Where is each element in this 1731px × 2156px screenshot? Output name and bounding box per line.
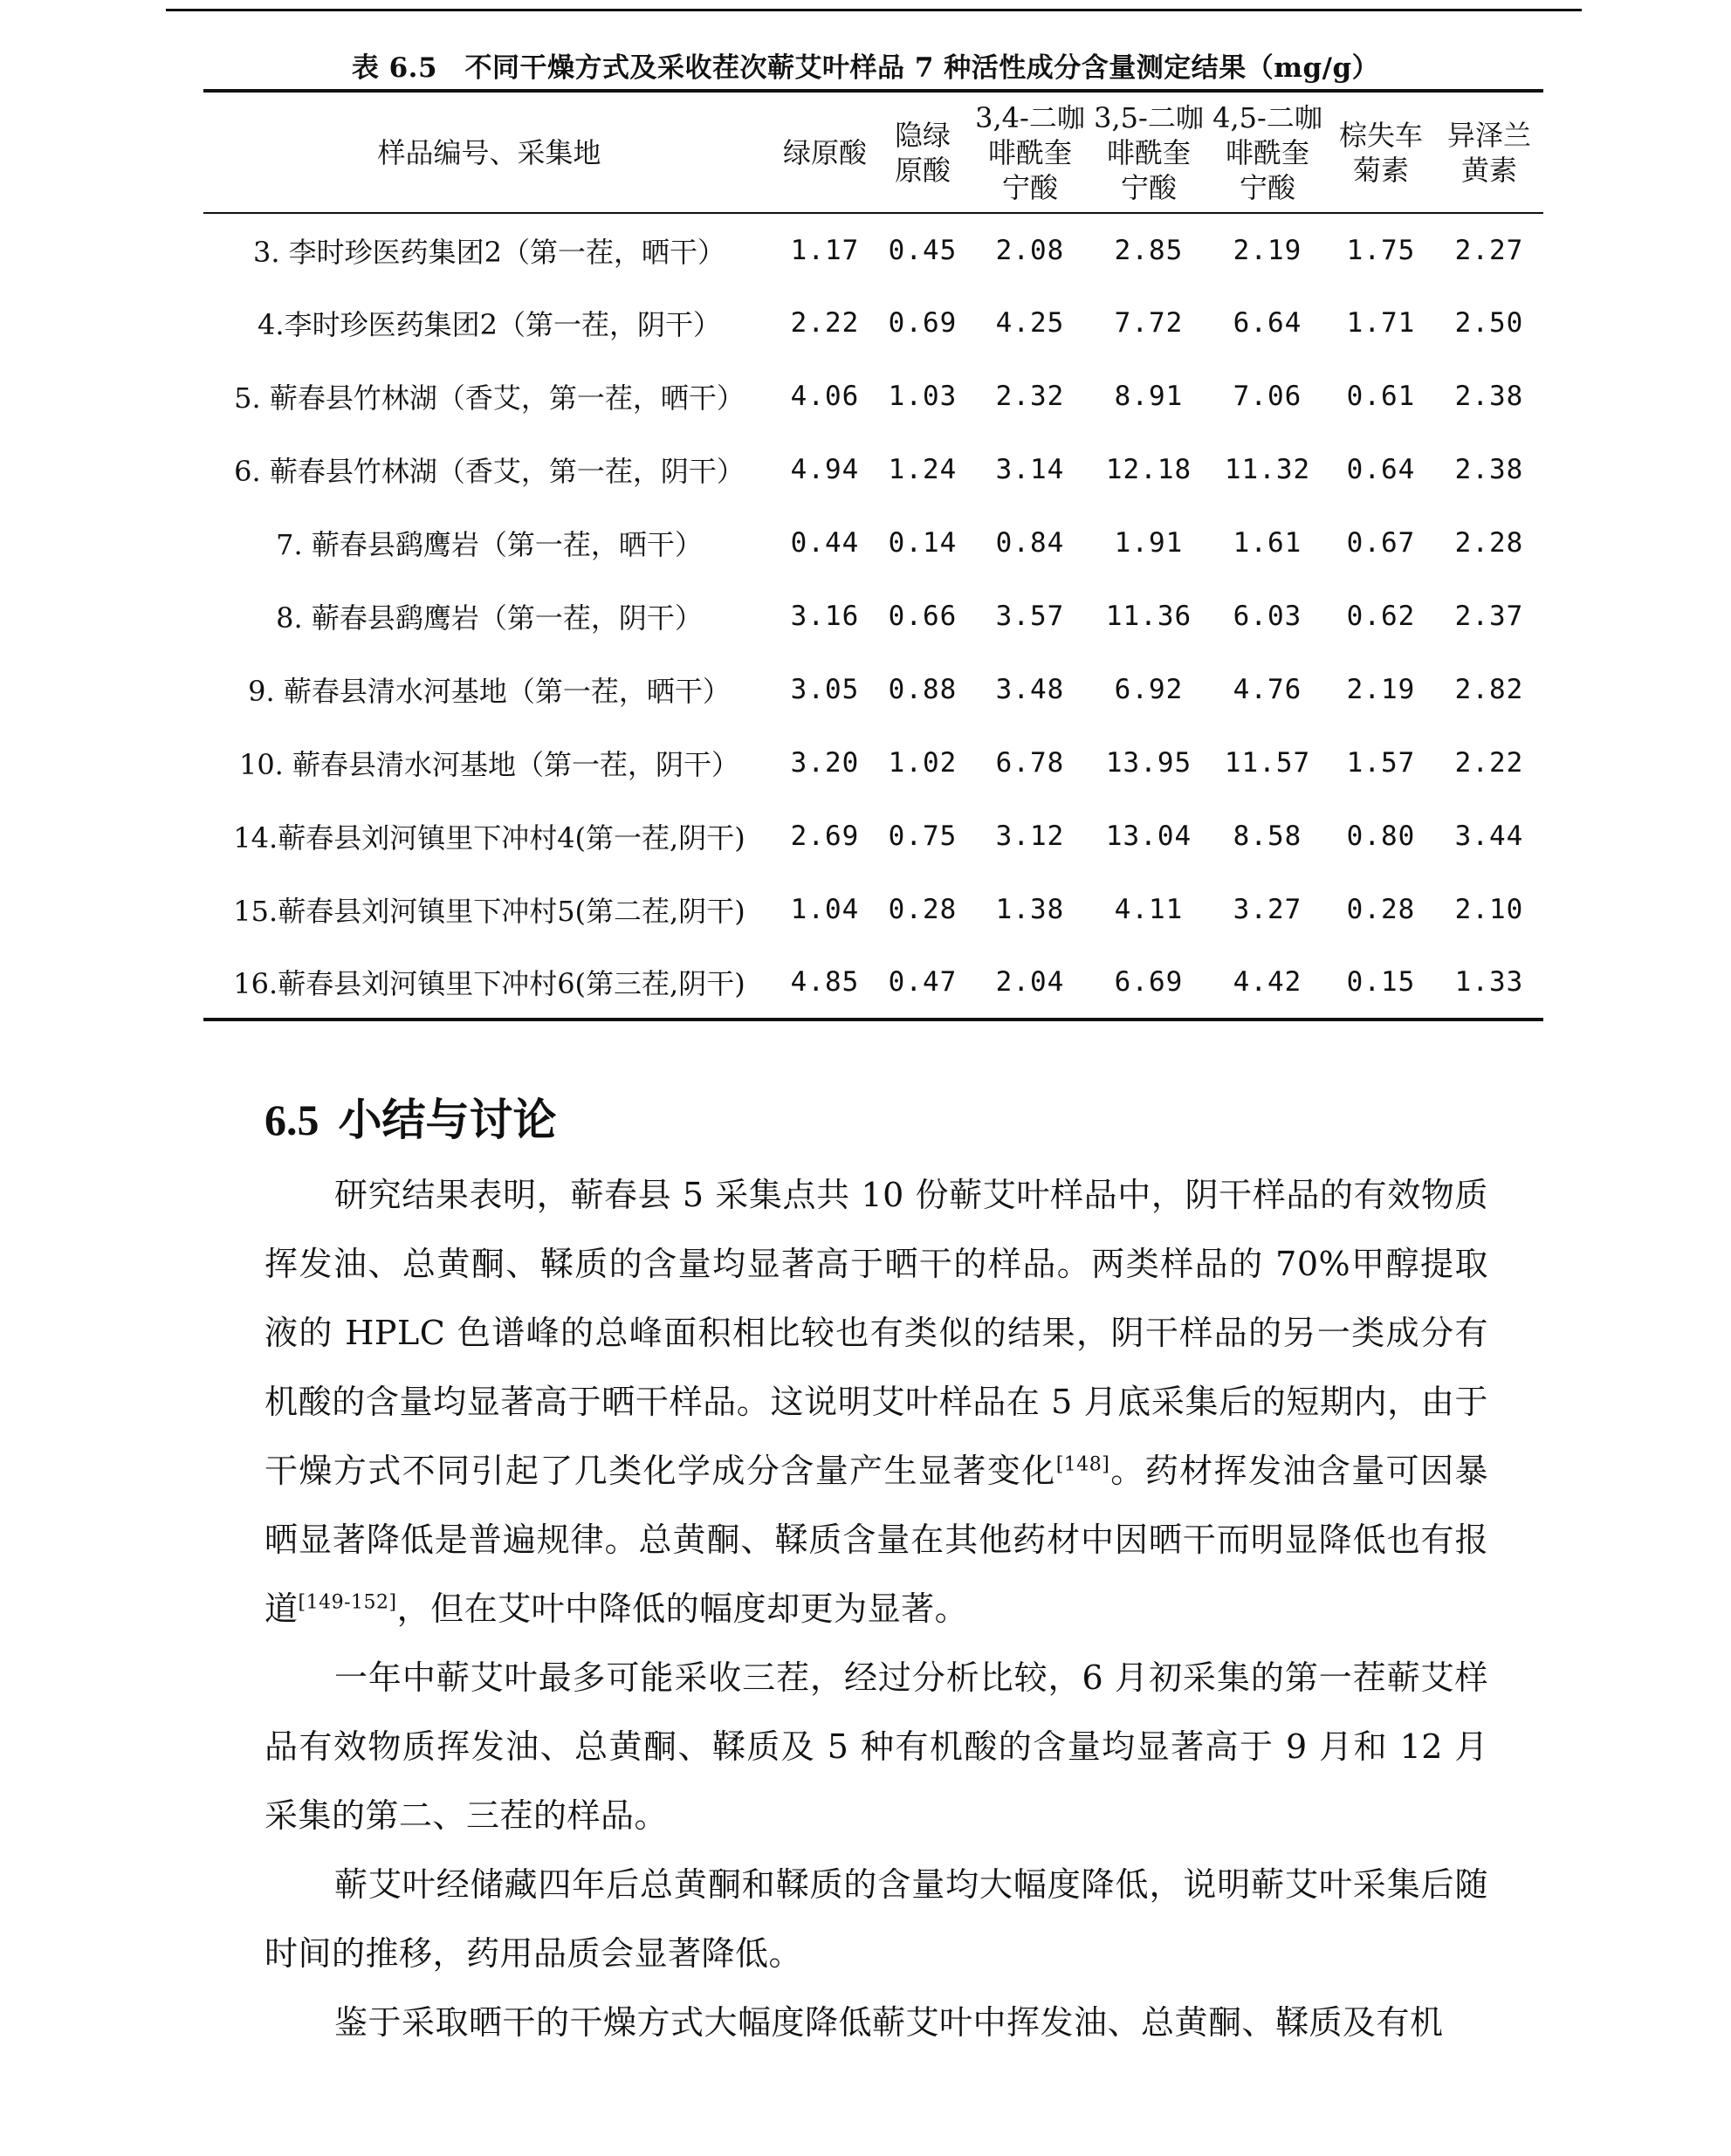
value-cell: 2.19	[1233, 234, 1302, 266]
value-cell: 2.22	[1454, 747, 1524, 779]
value-cell: 1.17	[790, 234, 860, 266]
paragraph-text: 一年中蕲艾叶最多可能采收三茬，经过分析比较，6 月初采集的第一茬蕲艾样品有效物质挥发油、总黄酮、鞣质及 5 种有机酸的含量均显著高于 9 月和 12 月采集的第二、三茬的样品。	[264, 1658, 1488, 1835]
value-cell: 2.37	[1454, 601, 1524, 632]
section-heading	[264, 1085, 557, 1148]
value-cell: 4.94	[790, 454, 860, 485]
value-cell: 2.04	[971, 946, 1089, 1020]
sample-cell: 6. 蕲春县竹林湖（香艾，第一茬，阴干）	[234, 455, 745, 488]
value-cell: 1.04	[790, 894, 860, 925]
value-cell: 2.85	[1114, 234, 1184, 266]
value-cell: 6.78	[995, 747, 1065, 779]
sample-cell: 5. 蕲春县竹林湖（香艾，第一茬，晒干）	[234, 381, 745, 415]
value-cell: 2.38	[1454, 454, 1524, 485]
value-cell: 4.76	[1233, 674, 1302, 705]
section-body	[264, 1161, 1488, 2057]
table-row	[203, 873, 1543, 946]
value-cell: 3.48	[995, 674, 1065, 705]
value-cell: 11.36	[1105, 601, 1192, 632]
body-paragraph	[264, 1850, 1488, 1988]
value-cell: 3.20	[790, 747, 860, 779]
table-row	[203, 433, 1543, 506]
value-cell: 1.91	[1114, 527, 1184, 559]
value-cell: 4.11	[1114, 894, 1184, 925]
paragraph-text: 鉴于采取晒干的干燥方式大幅度降低蕲艾叶中挥发油、总黄酮、鞣质及有机	[334, 2003, 1444, 2042]
value-cell: 2.69	[790, 821, 860, 852]
value-cell: 4.25	[995, 307, 1065, 339]
value-cell: 6.03	[1233, 601, 1302, 632]
value-cell: 4.42	[1208, 946, 1327, 1020]
value-cell: 0.75	[888, 821, 958, 852]
value-cell: 2.27	[1454, 234, 1524, 266]
value-cell: 0.28	[1346, 894, 1416, 925]
table-row	[203, 726, 1543, 800]
value-cell: 7.06	[1233, 381, 1302, 412]
value-cell: 2.50	[1454, 307, 1524, 339]
value-cell: 3.57	[995, 601, 1065, 632]
value-cell: 1.71	[1346, 307, 1416, 339]
table-row	[203, 286, 1543, 360]
value-cell: 8.58	[1233, 821, 1302, 852]
value-cell: 0.66	[888, 601, 958, 632]
paragraph-text: ，但在艾叶中降低的幅度却更为显著。	[396, 1590, 969, 1628]
value-cell: 0.47	[875, 946, 971, 1020]
value-cell: 2.19	[1346, 674, 1416, 705]
value-cell: 0.67	[1346, 527, 1416, 559]
value-cell: 11.32	[1224, 454, 1311, 485]
paragraph-text: 蕲艾叶经储藏四年后总黄酮和鞣质的含量均大幅度降低，说明蕲艾叶采集后随时间的推移，药用品质会显著降低。	[264, 1865, 1488, 1973]
column-header-sample: 样品编号、采集地	[203, 91, 775, 213]
value-cell: 13.04	[1105, 821, 1192, 852]
citation-ref: [149-152]	[298, 1591, 397, 1614]
table-row	[203, 580, 1543, 653]
sample-cell: 7. 蕲春县鹞鹰岩（第一茬，晒干）	[276, 528, 703, 561]
value-cell: 0.64	[1346, 454, 1416, 485]
sample-cell: 14.蕲春县刘河镇里下冲村4(第一茬,阴干)	[233, 821, 745, 855]
value-cell: 2.38	[1454, 381, 1524, 412]
value-cell: 1.02	[888, 747, 958, 779]
value-cell: 2.22	[790, 307, 860, 339]
table-row	[203, 946, 1543, 1020]
column-header-cryptochlorogenic-acid: 隐绿 原酸	[875, 91, 971, 213]
section-title: 小结与讨论	[338, 1094, 557, 1145]
column-header-jaceosidin: 棕失车 菊素	[1327, 91, 1435, 213]
column-header-45-dicaffeoylquinic-acid: 4,5-二咖 啡酰奎 宁酸	[1208, 91, 1327, 213]
column-header-eupatilin: 异泽兰 黄素	[1435, 91, 1543, 213]
table-row	[203, 800, 1543, 873]
value-cell: 3.05	[790, 674, 860, 705]
value-cell: 1.57	[1346, 747, 1416, 779]
value-cell: 11.57	[1224, 747, 1311, 779]
value-cell: 6.92	[1114, 674, 1184, 705]
value-cell: 6.69	[1089, 946, 1208, 1020]
table-header-row	[203, 91, 1543, 213]
column-header-chlorogenic-acid: 绿原酸	[775, 91, 875, 213]
value-cell: 0.84	[995, 527, 1065, 559]
value-cell: 13.95	[1105, 747, 1192, 779]
value-cell: 0.61	[1346, 381, 1416, 412]
value-cell: 1.75	[1346, 234, 1416, 266]
table-row	[203, 360, 1543, 433]
value-cell: 0.28	[888, 894, 958, 925]
body-paragraph	[264, 1161, 1488, 1644]
value-cell: 0.69	[888, 307, 958, 339]
value-cell: 1.38	[995, 894, 1065, 925]
content-table	[203, 89, 1543, 1021]
value-cell: 1.03	[888, 381, 958, 412]
sample-cell: 4.李时珍医药集团2（第一茬，阴干）	[258, 308, 721, 341]
value-cell: 2.82	[1454, 674, 1524, 705]
value-cell: 1.24	[888, 454, 958, 485]
sample-cell: 8. 蕲春县鹞鹰岩（第一茬，阴干）	[276, 601, 703, 635]
table-caption: 表 6.5 不同干燥方式及采收茬次蕲艾叶样品 7 种活性成分含量测定结果（mg/g）	[351, 52, 1380, 84]
value-cell: 2.32	[995, 381, 1065, 412]
paragraph-text: 研究结果表明，蕲春县 5 采集点共 10 份蕲艾叶样品中，阴干样品的有效物质挥发油、总黄酮、鞣质的含量均显著高于晒干的样品。两类样品的 70%甲醇提取液的 HPLC 色谱峰的总峰面积相比较也有类似的结果，阴干样品的另一类成分有机酸的含量均显著高于晒干样品。这说明艾叶样品在 5 月底采集后的短期内，由于干燥方式不同引起了几类化学成分含量产生显著变化	[264, 1176, 1488, 1490]
sample-cell: 15.蕲春县刘河镇里下冲村5(第二茬,阴干)	[233, 895, 745, 928]
page-top-rule	[166, 9, 1582, 11]
body-paragraph	[264, 1988, 1488, 2057]
value-cell: 2.28	[1454, 527, 1524, 559]
column-header-34-dicaffeoylquinic-acid: 3,4-二咖 啡酰奎 宁酸	[971, 91, 1089, 213]
table-row	[203, 213, 1543, 286]
value-cell: 3.12	[995, 821, 1065, 852]
sample-cell: 10. 蕲春县清水河基地（第一茬，阴干）	[238, 748, 740, 781]
value-cell: 4.85	[775, 946, 875, 1020]
value-cell: 3.27	[1233, 894, 1302, 925]
value-cell: 0.88	[888, 674, 958, 705]
table-body	[203, 213, 1543, 1020]
sample-cell: 16.蕲春县刘河镇里下冲村6(第三茬,阴干)	[203, 946, 775, 1020]
value-cell: 2.10	[1454, 894, 1524, 925]
value-cell: 3.44	[1454, 821, 1524, 852]
table-row	[203, 506, 1543, 580]
value-cell: 0.80	[1346, 821, 1416, 852]
value-cell: 2.08	[995, 234, 1065, 266]
citation-ref: [148]	[1055, 1453, 1110, 1476]
value-cell: 4.06	[790, 381, 860, 412]
value-cell: 1.33	[1435, 946, 1543, 1020]
sample-cell: 3. 李时珍医药集团2（第一茬，晒干）	[252, 235, 726, 269]
value-cell: 3.16	[790, 601, 860, 632]
body-paragraph	[264, 1644, 1488, 1850]
value-cell: 0.15	[1327, 946, 1435, 1020]
value-cell: 1.61	[1233, 527, 1302, 559]
value-cell: 0.62	[1346, 601, 1416, 632]
value-cell: 6.64	[1233, 307, 1302, 339]
column-header-35-dicaffeoylquinic-acid: 3,5-二咖 啡酰奎 宁酸	[1089, 91, 1208, 213]
value-cell: 0.45	[888, 234, 958, 266]
value-cell: 8.91	[1114, 381, 1184, 412]
section-number: 6.5	[264, 1095, 319, 1144]
value-cell: 3.14	[995, 454, 1065, 485]
value-cell: 0.44	[790, 527, 860, 559]
value-cell: 12.18	[1105, 454, 1192, 485]
sample-cell: 9. 蕲春县清水河基地（第一茬，晒干）	[248, 675, 731, 708]
value-cell: 0.14	[888, 527, 958, 559]
value-cell: 7.72	[1114, 307, 1184, 339]
paragraph-text: 。药材挥发油含量可因暴晒显著降低是普遍规律。总黄酮、鞣质含量在其他药材中因晒干而明显降低也有报道	[264, 1452, 1488, 1628]
table-row	[203, 653, 1543, 726]
